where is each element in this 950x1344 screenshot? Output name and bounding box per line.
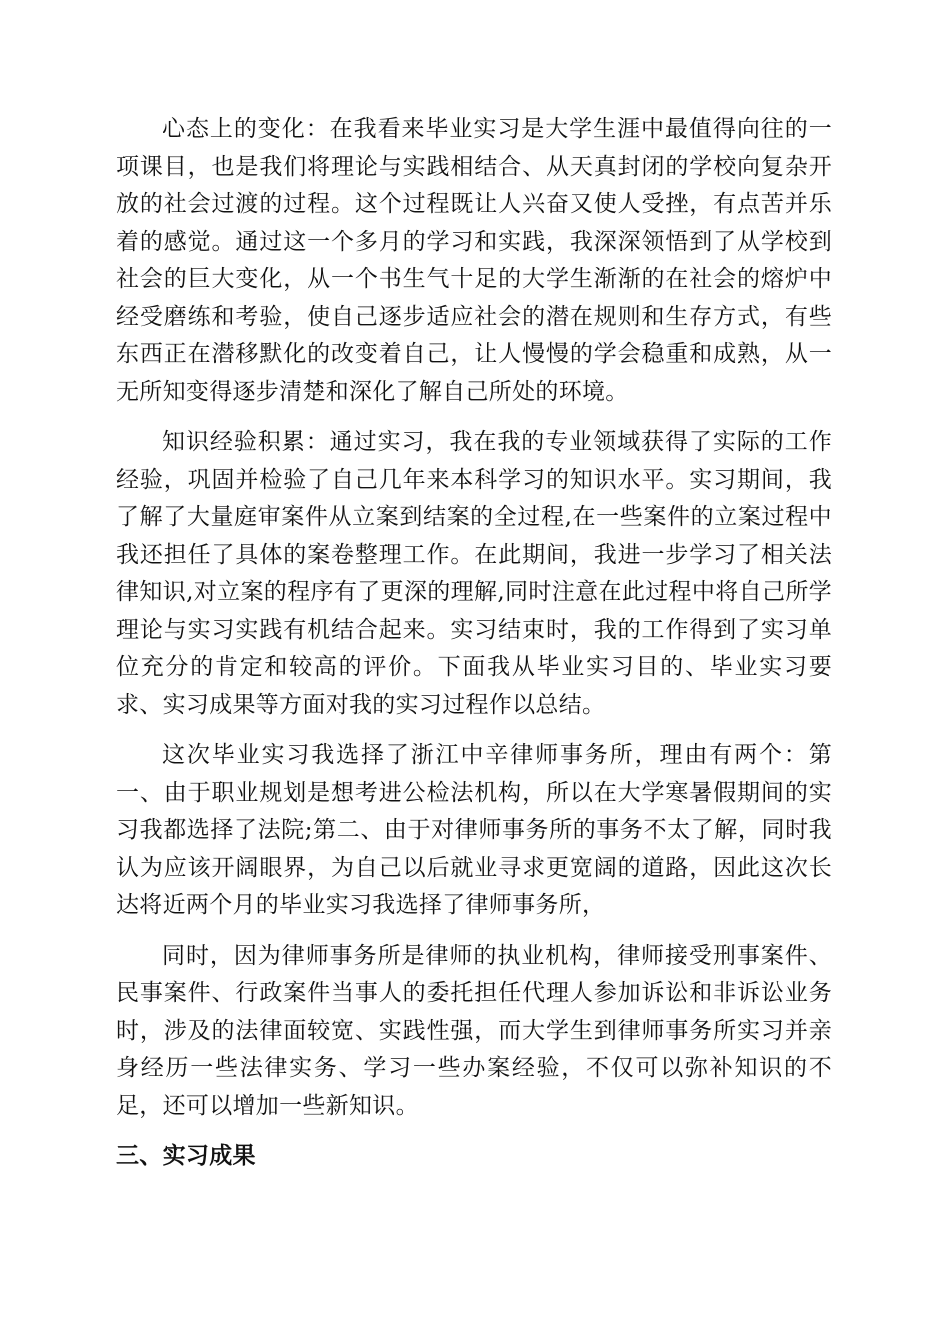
paragraph-knowledge-experience: 知识经验积累：通过实习，我在我的专业领域获得了实际的工作经验，巩固并检验了自己几年来本科学习的知识水平。实习期间，我了解了大量庭审案件从立案到结案的全过程,在一些案件的立案过程中我还担任了具体的案卷整理工作。在此期间，我进一步学习了相关法律知识,对立案的程序有了更深的理解,同时注意在此过程中将自己所学理论与实习实践有机结合起来。实习结束时，我的工作得到了实习单位充分的肯定和较高的评价。下面我从毕业实习目的、毕业实习要求、实习成果等方面对我的实习过程作以总结。 — [116, 429, 832, 718]
document-body — [116, 111, 832, 1176]
paragraph-mindset-change: 心态上的变化：在我看来毕业实习是大学生涯中最值得向往的一项课目，也是我们将理论与实践相结合、从天真封闭的学校向复杂开放的社会过渡的过程。这个过程既让人兴奋又使人受挫，有点苦并乐着的感觉。通过这一个多月的学习和实践，我深深领悟到了从学校到社会的巨大变化，从一个书生气十足的大学生渐渐的在社会的熔炉中经受磨练和考验，使自己逐步适应社会的潜在规则和生存方式，有些东西正在潜移默化的改变着自己，让人慢慢的学会稳重和成熟，从一无所知变得逐步清楚和深化了解自己所处的环境。 — [116, 116, 832, 405]
section-heading-internship-results: 三、实习成果 — [116, 1143, 256, 1169]
paragraph-law-firm-benefits: 同时，因为律师事务所是律师的执业机构，律师接受刑事案件、民事案件、行政案件当事人的委托担任代理人参加诉讼和非诉讼业务时，涉及的法律面较宽、实践性强，而大学生到律师事务所实习并亲身经历一些法律实务、学习一些办案经验，不仅可以弥补知识的不足，还可以增加一些新知识。 — [116, 942, 832, 1119]
paragraph-choice-of-firm: 这次毕业实习我选择了浙江中辛律师事务所，理由有两个：第一、由于职业规划是想考进公检法机构，所以在大学寒暑假期间的实习我都选择了法院;第二、由于对律师事务所的事务不太了解，同时我认为应该开阔眼界，为自己以后就业寻求更宽阔的道路，因此这次长达将近两个月的毕业实习我选择了律师事务所， — [116, 742, 832, 918]
